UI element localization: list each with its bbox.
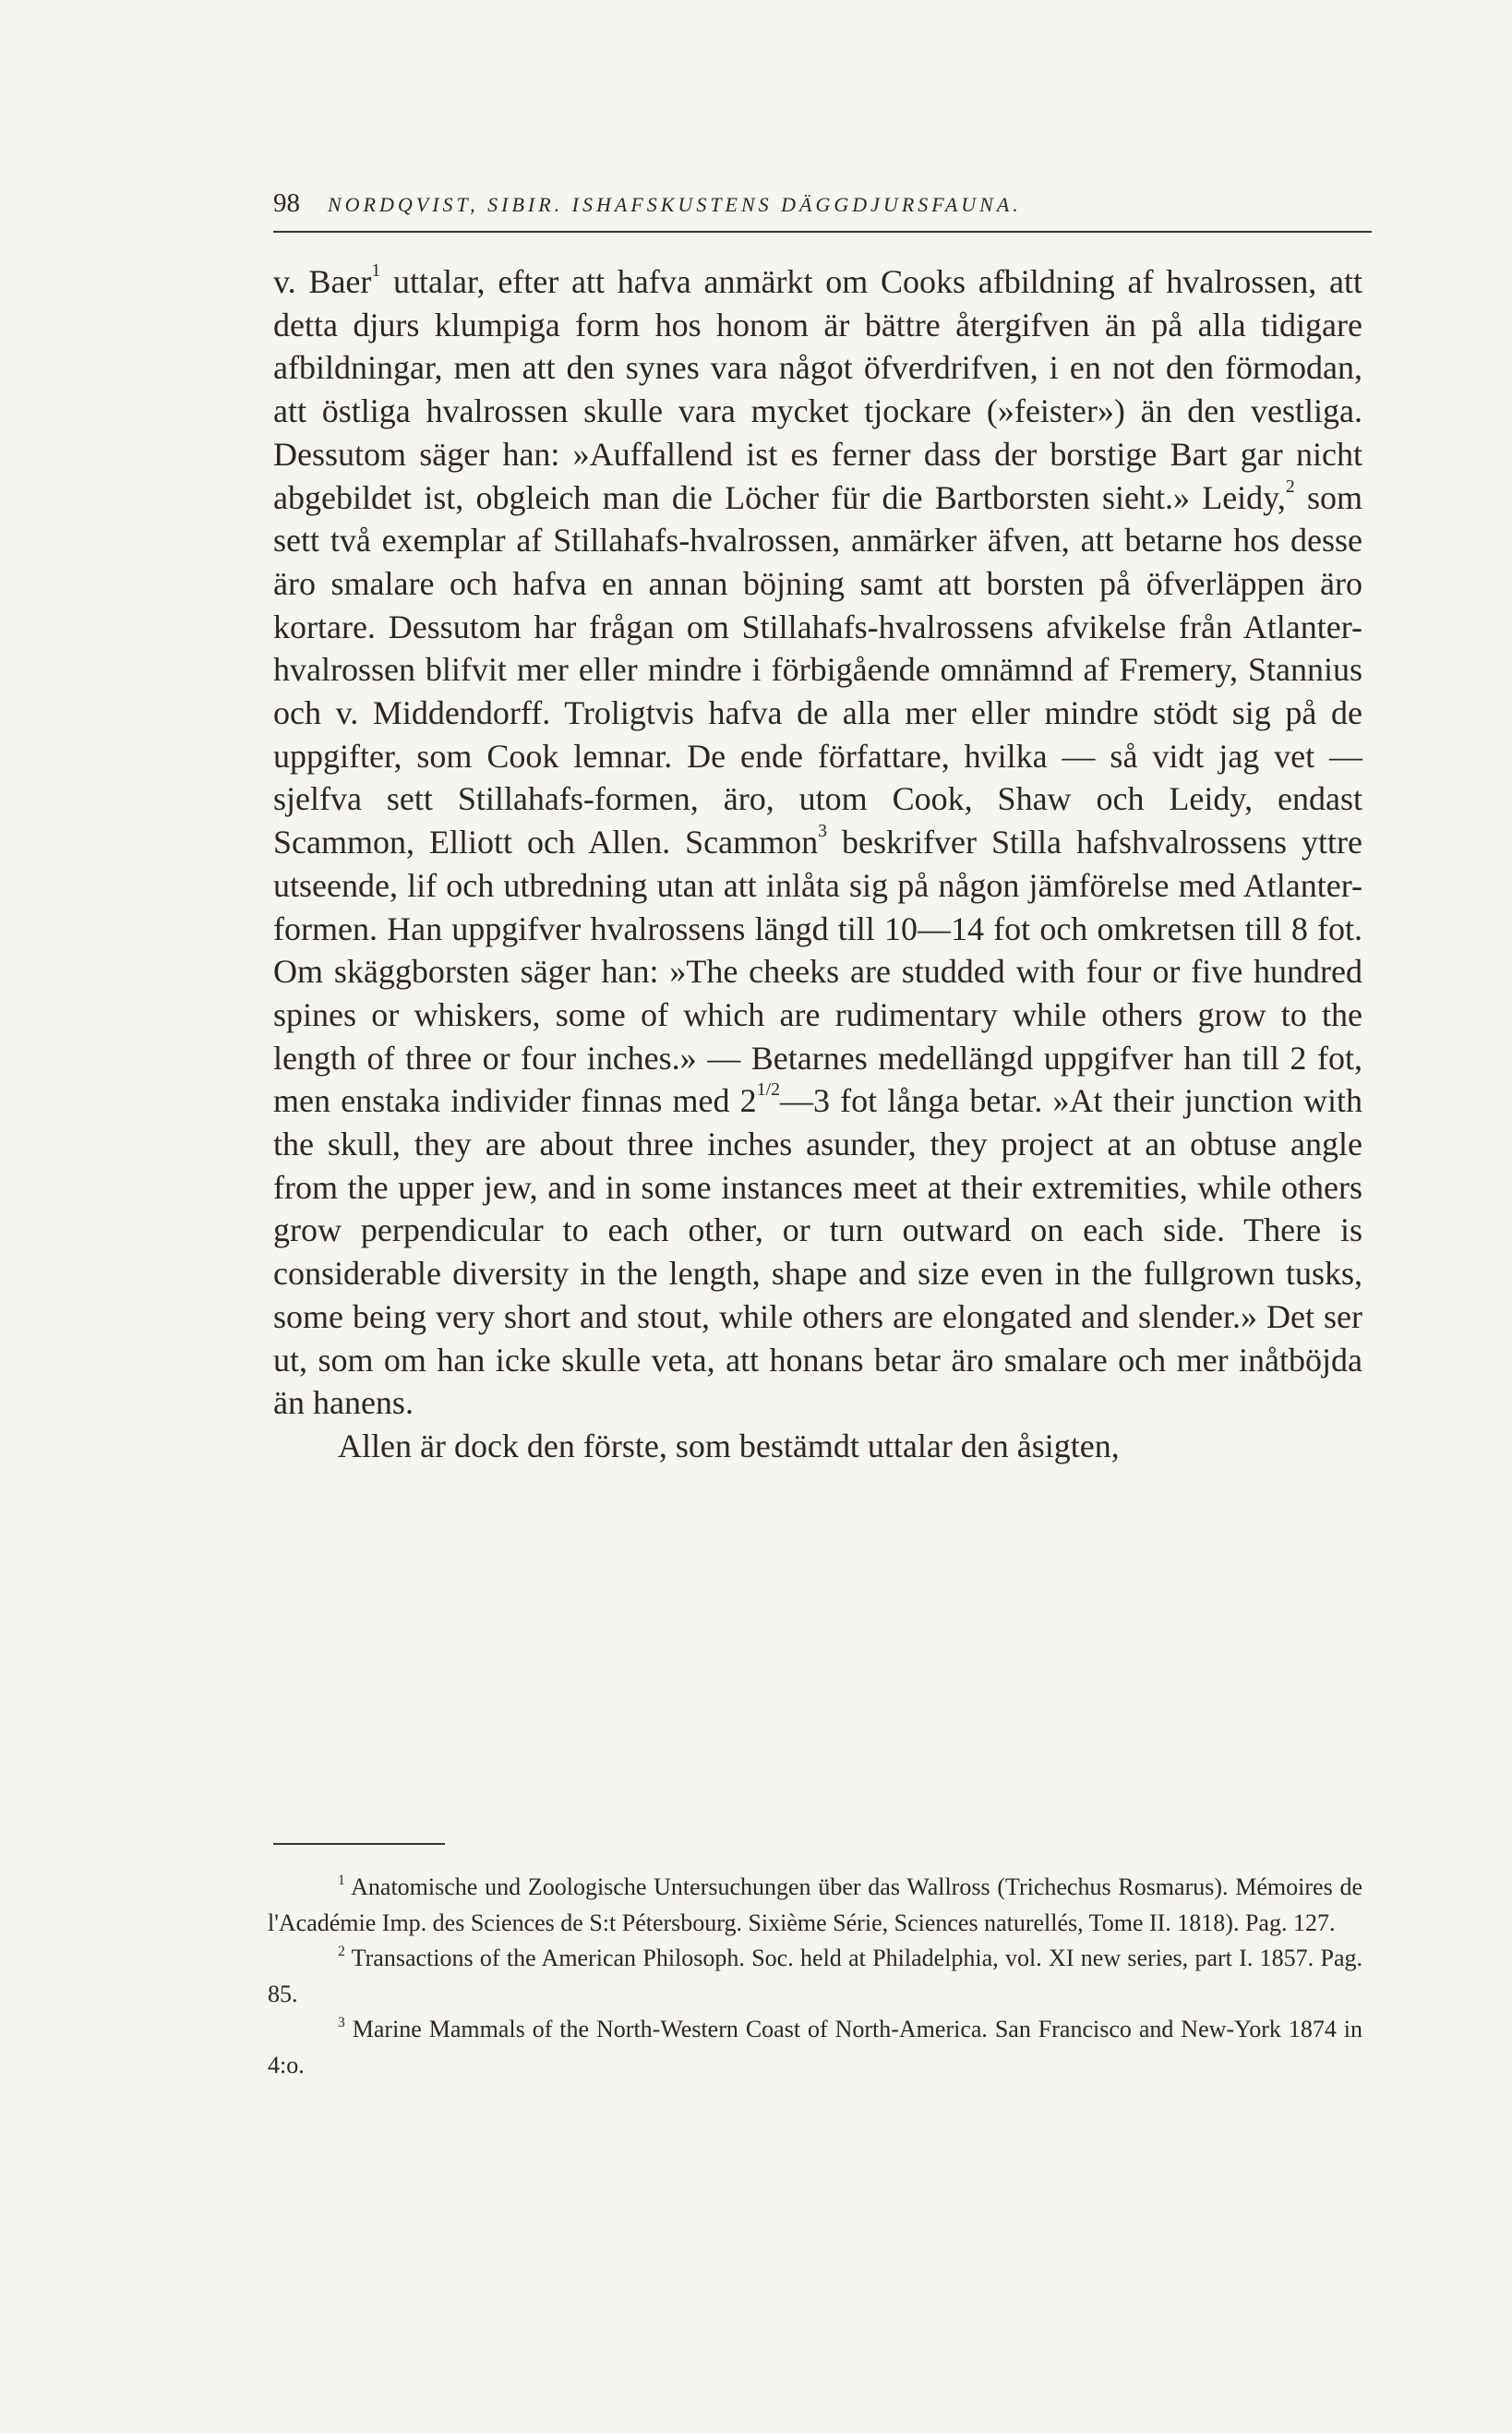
footnote-mark: 1 [338, 1873, 345, 1889]
paragraph [273, 260, 1362, 1425]
footnote-mark: 3 [338, 2015, 345, 2031]
footnote-text: Anatomische und Zoologische Untersuchungen über das Wallross (Trichechus Rosmarus). Mémoires de l'Académie Imp. des Sciences de S:t Pétersbourg. Sixième Série, Sciences naturellés, Tome II. 1818). Pag. 127. [268, 1873, 1362, 1936]
footnote [268, 1870, 1362, 1941]
page-number: 98 [273, 188, 300, 218]
footnote-ref: 1 [371, 260, 381, 282]
footnotes [268, 1870, 1362, 2083]
header-rule [273, 231, 1372, 233]
footnote-rule [273, 1843, 445, 1845]
footnote [268, 2012, 1362, 2083]
footnote [268, 1941, 1362, 2012]
fraction: 1/2 [756, 1079, 780, 1101]
footnote-mark: 2 [338, 1944, 345, 1960]
text-run: —3 fot långa betar. »At their junction with the skull, they are about three inches asunder, they project at an obtuse angle from the upper jew, and in some instances meet at their extremities, while others grow perpendicular to each other, or turn outward on each side. There is considerable diversity in the length, shape and size even in the fullgrown tusks, some being very short and stout, while others are elongated and slender.» Det ser ut, som om han icke skulle veta, att honans betar äro smalare och mer inåtböjda än hanens. [273, 1082, 1362, 1422]
text-run: uttalar, efter att hafva anmärkt om Cooks afbildning af hvalrossen, att detta djurs klumpiga form hos honom är bättre återgifven än på alla tidigare afbildningar, men att den synes vara något öfverdrifven, i en not den förmodan, att östliga hvalrossen skulle vara mycket tjockare (»feister») än den vestliga. Dessutom säger han: »Auffallend ist es ferner dass der borstige Bart gar nicht abgebildet ist, obgleich man die Löcher für die Bartborsten sieht.» Leidy, [273, 263, 1362, 516]
footnote-text: Transactions of the American Philosoph. Soc. held at Philadelphia, vol. XI new series, part I. 1857. Pag. 85. [268, 1945, 1363, 2007]
text-run: beskrifver Stilla hafshvalrossens yttre utseende, lif och utbredning utan att inlåta sig på någon jämförelse med Atlanter-formen. Han uppgifver hvalrossens längd till 10—14 fot och omkretsen till 8 fot. Om skäggborsten säger han: »The cheeks are studded with four or five hundred spines or whiskers, some of which are rudimentary while others grow to the length of three or four inches.» — Betarnes medellängd uppgifver han till 2 fot, men enstaka individer finnas med 2 [273, 824, 1362, 1120]
page-header [273, 188, 1372, 225]
text-run: som sett två exemplar af Stillahafs-hvalrossen, anmärker äfven, att betarne hos desse äro smalare och hafva en annan böjning samt att borsten på öfverläppen äro kortare. Dessutom har frågan om Stillahafs-hvalrossens afvikelse från Atlanter-hvalrossen blifvit mer eller mindre i förbigående omnämnd af Fremery, Stannius och v. Middendorff. Troligtvis hafva de alla mer eller mindre stödt sig på de uppgifter, som Cook lemnar. De ende författare, hvilka — så vidt jag vet — sjelfva sett Stillahafs-formen, äro, utom Cook, Shaw och Leidy, endast Scammon, Elliott och Allen. Scammon [273, 478, 1362, 861]
footnote-text: Marine Mammals of the North-Western Coast of North-America. San Francisco and New-York 1874 in 4:o. [268, 2016, 1362, 2078]
paragraph: Allen är dock den förste, som bestämdt uttalar den åsigten, [338, 1427, 1120, 1464]
running-head: NORDQVIST, SIBIR. ISHAFSKUSTENS DÄGGDJURSFAUNA. [328, 193, 1022, 216]
main-text [273, 260, 1362, 1468]
footnote-ref: 3 [818, 821, 827, 842]
text-run: v. Baer [273, 263, 372, 300]
footnote-ref: 2 [1285, 476, 1295, 497]
